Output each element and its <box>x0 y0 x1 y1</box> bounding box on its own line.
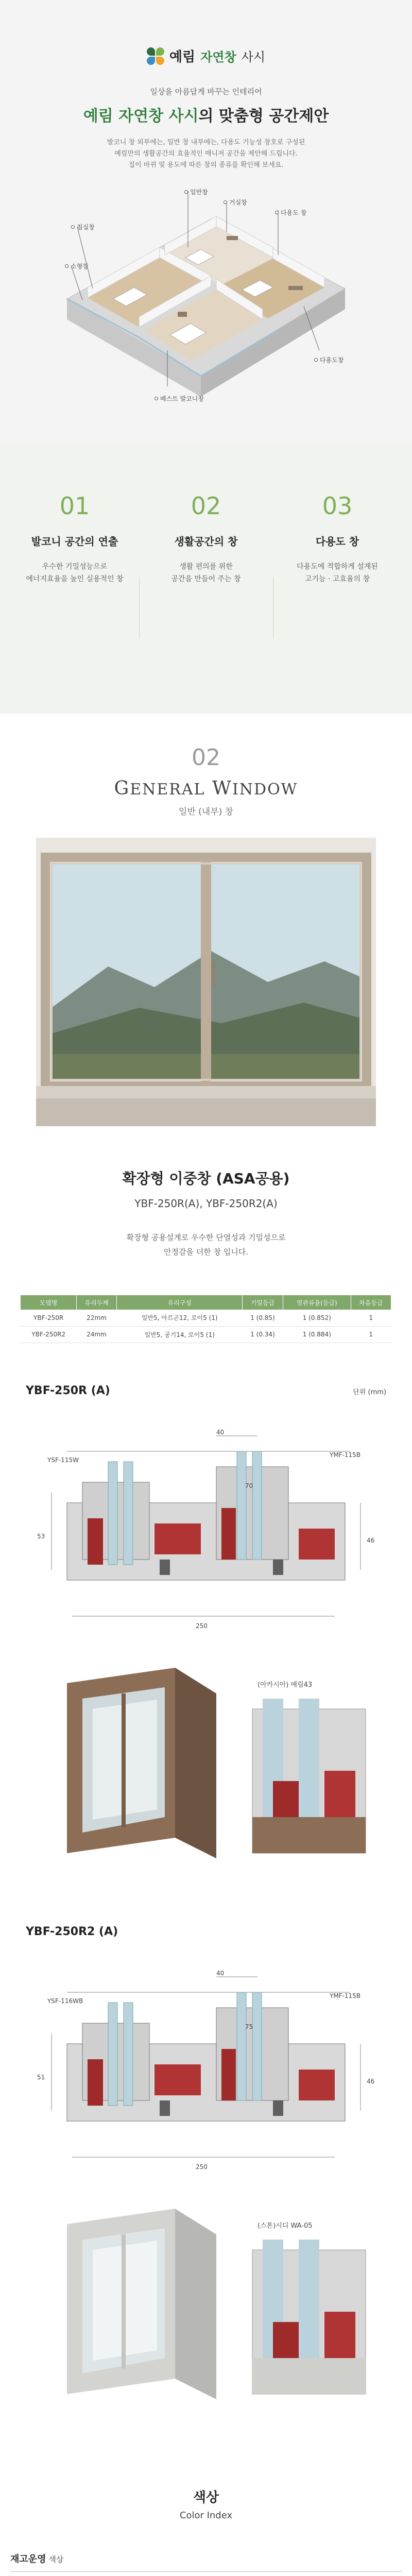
table-row <box>21 1310 391 1326</box>
dimension-top: 40 <box>216 1428 225 1436</box>
spec-cell: 1 <box>351 1326 391 1343</box>
feature-description: 다용도에 적합하게 설계된 고기능 · 고효율의 창 <box>297 563 378 583</box>
dimension-right: 46 <box>367 2077 375 2085</box>
color-subtitle: Color Index <box>179 2510 233 2521</box>
leaf-logo-icon <box>147 47 164 65</box>
cross-section-sample <box>242 2234 381 2404</box>
product-description: 확장형 공용설계로 우수한 단열성과 기밀성으로 안정감을 더한 창 입니다. <box>126 1233 286 1257</box>
marker-dot-icon <box>154 397 158 400</box>
feature-title: 다용도 창 <box>315 535 359 548</box>
color-title: 색상 <box>193 2489 219 2505</box>
dimension-mid: 70 <box>245 1482 253 1489</box>
spec-header-cell: 유리구성 <box>117 1295 243 1310</box>
dimension-left: 51 <box>37 2073 45 2081</box>
dimension-mid: 75 <box>245 2023 253 2030</box>
feature-number: 03 <box>322 492 353 520</box>
general-window-section <box>0 714 412 1126</box>
drawing-unit: 단위 (mm) <box>353 1388 386 1396</box>
profile-drawing <box>31 1956 381 2173</box>
spec-cell: 1 (0.34) <box>243 1326 283 1343</box>
dimension-right: 46 <box>367 1536 375 1544</box>
intro-description <box>0 137 412 171</box>
callout-living-window: 거실창 <box>224 198 247 207</box>
spec-cell: 일반5, 공기14, 로이5 (1) <box>117 1326 243 1343</box>
feature-title: 발코니 공간의 연출 <box>31 535 118 548</box>
spec-cell: 1 (0.85) <box>243 1310 283 1326</box>
frame-sample-illustration <box>46 2204 252 2399</box>
section-number: 02 <box>192 744 220 771</box>
feature-title: 생활공간의 창 <box>174 535 238 548</box>
feature-item <box>147 492 265 585</box>
dimension-left: 53 <box>37 1532 45 1540</box>
spec-table-wrapper <box>21 1295 391 1343</box>
profile-label-right: YMF-115B <box>330 1451 361 1459</box>
product-section <box>0 1126 412 1343</box>
marker-dot-icon <box>224 200 227 204</box>
intro-desc-line: 집이 바뀌 및 용도에 따른 창의 종류를 확인해 보세요. <box>128 161 284 169</box>
spec-cell: 1 (0.852) <box>283 1310 351 1326</box>
feature-number: 01 <box>59 492 90 520</box>
page-title-rest: 의 맞춤형 공간제안 <box>198 107 329 125</box>
drawing-title: YBF-250R2 (A) <box>26 1925 118 1938</box>
callout-balcony-window: 베스트 발코니창 <box>154 394 204 403</box>
color-index-section <box>0 2466 412 2576</box>
spec-cell: 1 <box>351 1310 391 1326</box>
spec-cell: 24mm <box>76 1326 116 1343</box>
color-heading <box>0 2466 412 2521</box>
marker-dot-icon <box>184 190 188 194</box>
spec-header-cell: 유리두께 <box>76 1295 116 1310</box>
callout-bedroom-window: 침실창 <box>71 223 95 231</box>
product-line-name: 자연창 <box>200 50 236 64</box>
window-photo <box>36 838 376 1126</box>
section-title: GENERAL WINDOW <box>114 778 298 799</box>
dimension-bottom: 250 <box>196 1622 208 1630</box>
spec-cell: YBF-250R <box>21 1310 76 1326</box>
product-line-suffix: 사시 <box>241 50 266 64</box>
marker-dot-icon <box>71 225 75 229</box>
frame-sample-illustration <box>46 1663 252 1858</box>
dimension-top: 40 <box>216 1969 225 1977</box>
spec-cell: 일반5, 아르곤12, 로이5 (1) <box>117 1310 243 1326</box>
feature-description: 우수한 기밀성능으로 에너지효율을 높인 실용적인 창 <box>26 563 124 583</box>
table-row <box>21 1326 391 1343</box>
product-models: YBF-250R(A), YBF-250R2(A) <box>134 1197 278 1210</box>
spec-cell: 22mm <box>76 1310 116 1326</box>
spec-table <box>21 1295 391 1343</box>
color-group-title: 재고운영 색상 <box>10 2552 402 2572</box>
intro-desc-line: 발코니 창 외부에는, 일반 창 내부에는, 다용도 기능성 창호로 구성된 <box>107 139 305 146</box>
profile-label-left: YSF-115W <box>47 1456 79 1464</box>
sample-color-label: (스톤)시디 WA-05 <box>258 2222 313 2230</box>
floor-plan-illustration <box>57 170 355 417</box>
intro-text: 일상을 아름답게 바꾸는 인테리어 <box>150 87 262 96</box>
spec-cell: 1 (0.884) <box>283 1326 351 1343</box>
callout-general-window: 일반창 <box>184 188 208 196</box>
marker-dot-icon <box>275 211 279 214</box>
section-drawing-250r2 <box>0 1925 412 2466</box>
page-title <box>0 103 412 126</box>
spec-header-cell: 차음등급 <box>351 1295 391 1310</box>
color-groups <box>0 2552 412 2576</box>
cross-section-sample <box>242 1693 381 1863</box>
intro-section <box>0 0 412 443</box>
callout-multi-window: 다용도 창 <box>275 208 306 217</box>
spec-header-cell: 열관류율(등급) <box>283 1295 351 1310</box>
brand-logo <box>0 0 412 65</box>
feature-description: 생활 편의를 위한 공간을 만들어 주는 창 <box>171 563 241 583</box>
spec-cell: YBF-250R2 <box>21 1326 76 1343</box>
marker-dot-icon <box>314 358 318 362</box>
section-drawing-250r <box>0 1384 412 1925</box>
profile-label-left: YSF-116WB <box>47 1997 83 2005</box>
feature-item <box>278 492 397 585</box>
spec-header-cell: 기밀등급 <box>243 1295 283 1310</box>
profile-drawing <box>31 1415 381 1632</box>
drawing-title: YBF-250R (A) <box>26 1384 110 1397</box>
page-title-brand: 예림 자연창 사시 <box>83 107 199 125</box>
feature-number: 02 <box>191 492 221 520</box>
profile-label-right: YMF-115B <box>330 1992 361 1999</box>
dimension-bottom: 250 <box>196 2163 208 2171</box>
spec-header-cell: 모델명 <box>21 1295 76 1310</box>
feature-divider <box>139 577 140 639</box>
feature-item <box>15 492 134 585</box>
spec-header-row <box>21 1295 391 1310</box>
intro-desc-line: 예림만의 생활공간의 효율적인 매니저 공간을 제안해 드립니다. <box>114 150 298 158</box>
brand-name: 예림 <box>169 49 196 65</box>
marker-dot-icon <box>65 264 68 268</box>
callout-utility-window: 다용도창 <box>314 355 344 364</box>
sample-color-label: (아카시아) 예림43 <box>258 1681 313 1689</box>
callout-small-window: 소형창 <box>65 262 89 270</box>
features-section <box>0 443 412 714</box>
section-subtitle: 일반 (내부) 창 <box>178 807 234 817</box>
product-name: 확장형 이중창 (ASA공용) <box>122 1170 290 1187</box>
